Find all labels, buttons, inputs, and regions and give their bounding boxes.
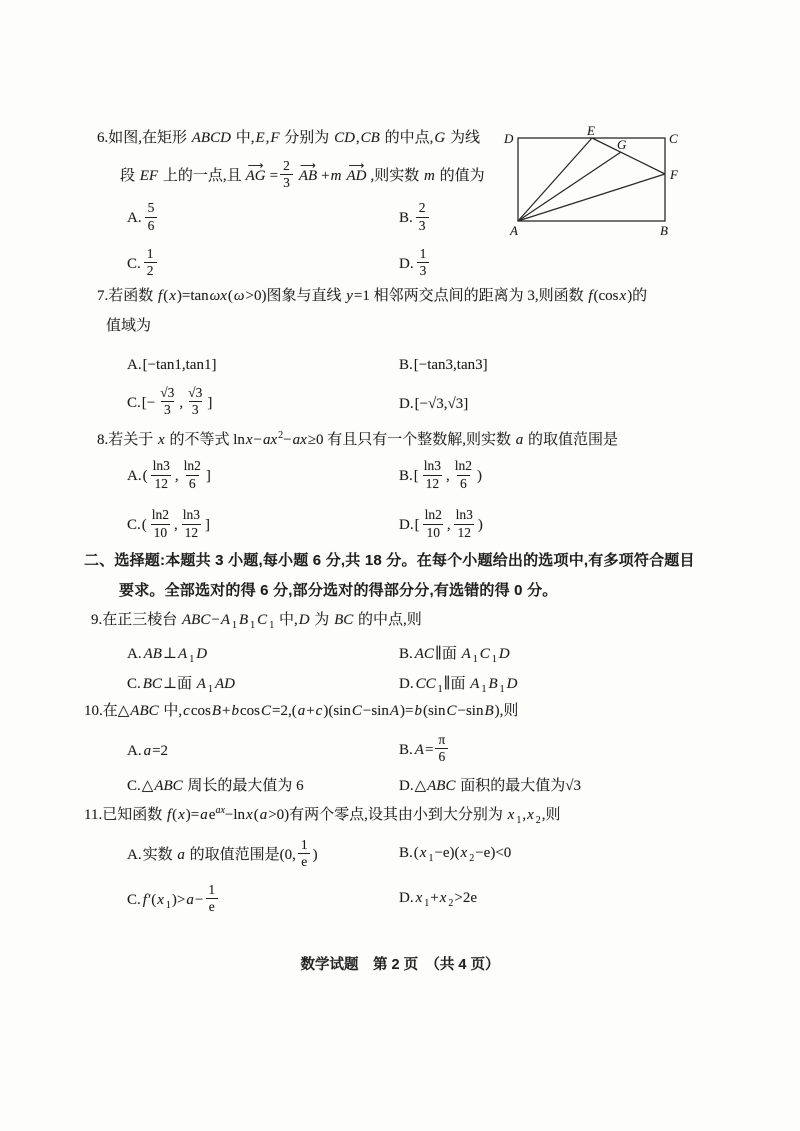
option-body: [ $\frac{\ln 2}{10}$ , $\frac{\ln 3}{12}$ ) [414,507,483,540]
q10-options-row-2 [97,770,750,801]
q11-option-b [399,843,750,869]
figure-label-F: F [670,167,678,182]
page-footer: 数学试题 第 2 页 （共 4 页） [300,957,500,973]
q9-option-c [127,674,399,700]
q8-options-row-1 [97,453,750,501]
option-label: A. [127,356,142,373]
option-body: 实数 a 的取值范围是(0, $\frac{1}{e}$ ) [142,836,318,869]
option-label: A. [127,645,142,662]
option-label: B. [399,645,413,662]
question-6 [97,125,750,286]
q10-option-b [399,731,750,766]
section-2-header [84,551,750,610]
q11-options-row-1 [97,833,750,878]
q9-stem-line-1: 9.在正三棱台 ABC−A $_1$ B $_1$ C $_1$ 中,D 为 BC 的中点,则 [91,612,422,631]
option-body: [− $\frac{√3}{3}$ , $\frac{√3}{3}$ ] [141,384,213,417]
option-body: △ABC 面积的最大值为√3 [414,777,581,794]
q9-options-row-2 [97,673,750,701]
q9-option-a [127,644,399,670]
section-2-line-1: 二、选择题:本题共 3 小题,每小题 6 分,共 18 分。在每个小题给出的选项中,有多项符合题目 [84,552,695,569]
option-label: B. [399,468,413,485]
option-label: B. [399,741,413,758]
question-10 [84,701,750,801]
q6-option-c [127,245,399,280]
q7-stem-line-2: 值域为 [106,318,152,334]
q8-option-c [127,507,399,541]
option-label: B. [399,210,413,227]
option-body: (x $_1$−e)(x $_2$−e)<0 [413,844,512,864]
q7-option-a [127,355,399,375]
q9-option-b [399,644,750,670]
option-body: △ABC 周长的最大值为 6 [141,777,304,794]
figure-label-G: G [617,137,627,152]
q10-stem-line-1: 10.在△ABC 中,ccosB+bcosC=2,(a+c)(sinC−sinA)=b(sinC−sinB),则 [84,703,519,719]
option-label: A. [127,846,142,863]
figure-label-D: D [504,131,514,146]
option-label: D. [399,777,414,794]
q8-stem-line-1: 8.若关于 x 的不等式 $\ln x-ax^2-ax\ge 0$ 有且只有一个整数解,则实数 a 的取值范围是 [97,430,619,448]
q6-option-d [399,245,750,280]
q7-option-d [399,394,750,414]
figure-label-C: C [669,131,678,146]
q10-option-a [127,741,399,761]
option-body: ( $\frac{\ln 2}{10}$ , $\frac{\ln 3}{12}$ ] [141,507,211,540]
page-content [84,125,750,923]
q6-geometry-figure [502,125,712,237]
question-9 [91,610,750,701]
option-label: D. [399,517,414,534]
question-8 [97,426,750,551]
option-body: AC∥面 A $_1$ C $_1$ D [414,645,510,665]
q7-option-c [127,384,399,419]
q11-option-d [399,888,750,914]
q11-option-c [127,881,399,916]
option-body: $\frac{5}{6}$ [143,210,160,226]
q7-options-row-1 [97,348,750,381]
q7-options-row-2 [97,381,750,426]
q7-stem-line-1: 7.若函数 f(x)=tanωx(ω>0)图象与直线 y=1 相邻两交点间的距离为 3,则函数 f(cosx)的 [97,288,648,304]
q10-options-row-1 [97,731,750,770]
option-label: A. [127,742,142,759]
option-label: A. [127,210,142,227]
question-11 [84,801,750,923]
q11-option-a [127,836,399,871]
q8-options-row-2 [97,501,750,551]
option-body: [−tan1,tan1] [142,356,217,373]
q11-stem-line-1: 11.已知函数 $f(x)=ae^{ax}-\ln x(a>0)$有两个零点,设其由小到大分别为 x $_1$,x $_2$,则 [84,805,561,826]
q11-options-row-2 [97,878,750,923]
option-label: D. [399,889,414,906]
option-label: D. [399,676,414,692]
option-body: CC $_1$∥面 A $_1$ B $_1$ D [415,676,518,695]
q10-option-c [127,776,399,796]
q9-options-row-1 [97,640,750,673]
option-label: B. [399,356,413,373]
q6-option-a [127,200,399,234]
option-body: f′(x $_1$)>a− $\frac{1}{e}$ [142,892,220,908]
option-label: B. [399,844,413,861]
question-7 [97,286,750,426]
rectangle-diagram [502,125,712,237]
q6-stem-line-2: 段 EF 上的一点,且 AG ⟶ = $\frac{2}{3}$ AB ⟶ +m AD ⟶ ,则实数 m 的值为 [97,161,750,195]
option-body: AB⊥A $_1$ D [143,645,208,665]
option-label: C. [127,255,141,272]
section-2-line-2: 要求。全部选对的得 6 分,部分选对的得部分分,有选错的得 0 分。 [119,582,558,599]
option-body: $\frac{2}{3}$ [414,210,431,226]
option-body: [ $\frac{\ln 3}{12}$ , $\frac{\ln 2}{6}$ ) [413,458,483,491]
q6-options-row-2 [97,243,750,286]
figure-label-B: B [660,223,668,237]
option-label: C. [127,891,141,908]
option-body: x $_1$+x $_2$>2e [415,889,478,909]
option-body: [−tan3,tan3] [413,356,488,373]
figure-label-E: E [587,125,595,138]
q10-option-d [399,776,750,796]
option-label: C. [127,777,141,794]
option-label: C. [127,676,141,692]
option-label: C. [127,517,141,534]
q8-option-a [127,458,399,492]
q7-option-b [399,355,750,375]
option-label: C. [127,394,141,411]
option-body: BC⊥面 A $_1$ AD [142,676,235,695]
option-body: $\frac{1}{2}$ [142,256,159,272]
option-label: D. [399,395,414,412]
option-body: [−√3,√3] [414,395,469,412]
q6-stem-line-1: 6.如图,在矩形 ABCD 中,E,F 分别为 CD,CB 的中点,G 为线 [97,130,480,146]
q9-option-d [399,674,750,700]
figure-label-A: A [510,223,518,237]
option-label: A. [127,468,142,485]
option-body: ( $\frac{\ln 3}{12}$ , $\frac{\ln 2}{6}$ ] [142,458,211,491]
option-label: D. [399,255,414,272]
q8-option-d [399,507,750,541]
option-body: A= $\frac{\pi}{6}$ [414,742,450,758]
q8-option-b [399,458,750,492]
option-body: $\frac{1}{3}$ [415,256,432,272]
option-body: a=2 [143,742,169,759]
